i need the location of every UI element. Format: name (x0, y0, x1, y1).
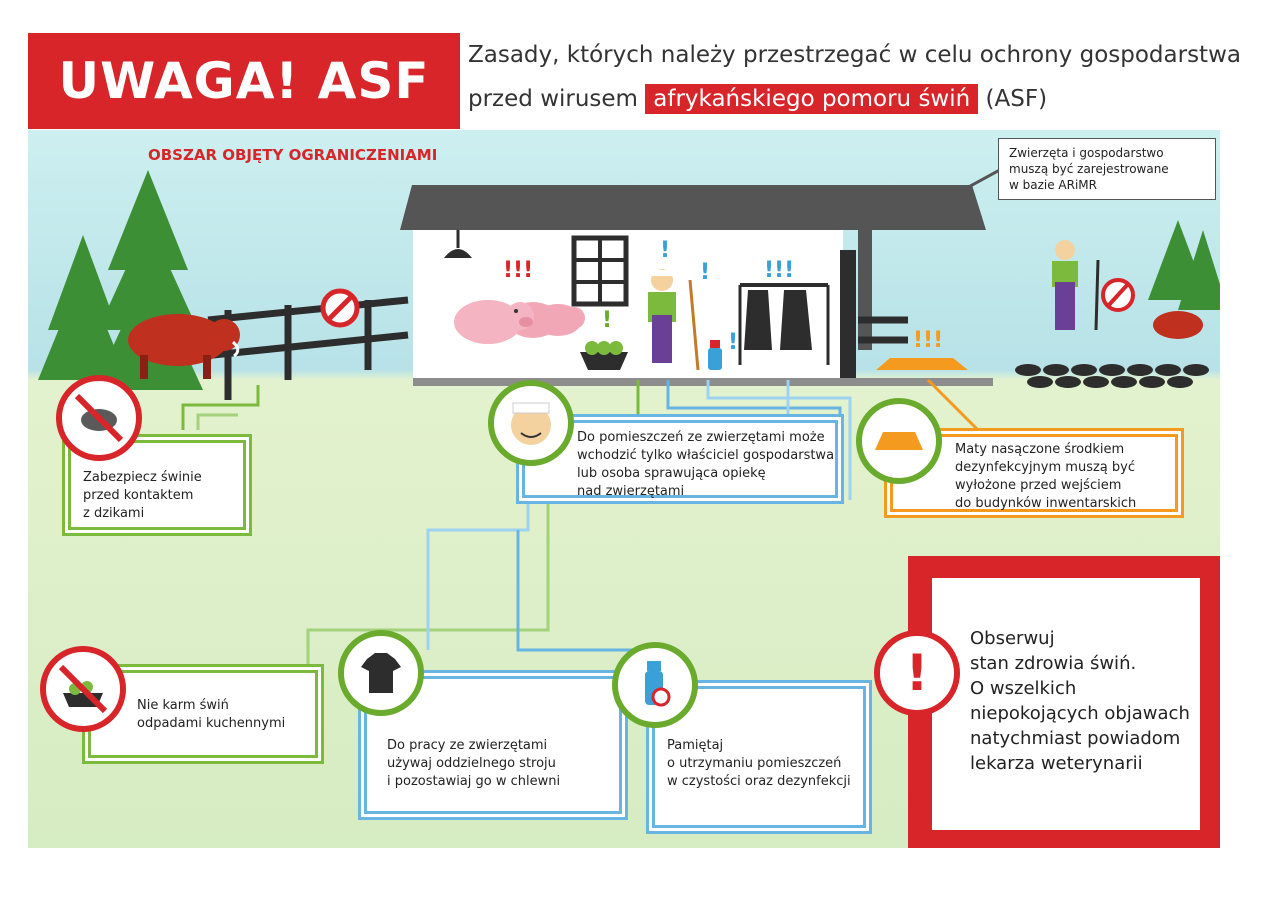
no-kitchen-waste-icon (40, 646, 126, 732)
rule-text: Do pracy ze zwierzętami (387, 738, 548, 753)
rule-observe (932, 578, 1200, 830)
warning-icon (874, 630, 960, 716)
rule-text: Pamiętaj (667, 738, 724, 753)
rule-text: natychmiast powiadom (970, 728, 1181, 749)
rule-text: niepokojących objawach (970, 703, 1190, 724)
registration-note (998, 138, 1216, 200)
alert-marks-mat: !!! (913, 328, 944, 353)
disinfection-mat-icon (876, 358, 968, 370)
note-line: muszą być zarejestrowane (1009, 162, 1169, 176)
cleaning-icon (612, 642, 698, 728)
exclamation-icon: ! (905, 644, 929, 702)
note-line: Zwierzęta i gospodarstwo (1009, 146, 1164, 160)
rule-text: lub osoba sprawująca opiekę (577, 466, 766, 481)
rule-text: wyłożone przed wejściem (955, 478, 1122, 493)
spray-icon (631, 657, 679, 713)
no-entry-sign-icon (323, 291, 357, 325)
rule-text: z dzikami (83, 506, 145, 521)
tshirt-icon (357, 649, 405, 697)
subtitle-line-2 (468, 86, 1047, 112)
subtitle-prefix: przed wirusem (468, 86, 638, 112)
rule-text: Obserwuj (970, 628, 1055, 649)
infographic-scene (28, 130, 1220, 848)
feed-bowl-icon (580, 341, 628, 370)
rule-text: wchodzić tylko właściciel gospodarstwa (577, 448, 835, 463)
rule-text: dezynfekcyjnym muszą być (955, 460, 1135, 475)
rule-text: do budynków inwentarskich (955, 496, 1137, 511)
page-title: UWAGA! ASF (58, 52, 430, 110)
subtitle-highlight: afrykańskiego pomoru świń (645, 84, 978, 114)
spray-bottle-icon (708, 340, 722, 370)
restricted-zone-label: OBSZAR OBJĘTY OGRANICZENIAMI (148, 146, 438, 164)
alert-mark-window: ! (660, 238, 671, 263)
boar-crossed-icon (69, 388, 129, 448)
farmer-face-icon (488, 380, 574, 466)
rule-text: Nie karm świń (137, 698, 229, 713)
rule-text: nad zwierzętami (577, 484, 685, 499)
alert-mark-feed: ! (602, 308, 613, 333)
face-icon (503, 395, 559, 451)
rule-text: stan zdrowia świń. (970, 653, 1137, 674)
shirt-icon (338, 630, 424, 716)
no-wild-boar-icon (56, 375, 142, 461)
rule-text: odpadami kuchennymi (137, 716, 286, 731)
alert-mark-farmer: ! (700, 260, 711, 285)
rule-text: lekarza weterynarii (970, 753, 1143, 774)
note-line: w bazie ARiMR (1009, 178, 1098, 192)
alert-marks-clothes: !!! (764, 258, 795, 283)
rule-text: o utrzymaniu pomieszczeń (667, 756, 842, 771)
rule-text: w czystości oraz dezynfekcji (667, 774, 851, 789)
rule-text: przed kontaktem (83, 488, 194, 503)
rule-text: Maty nasączone środkiem (955, 442, 1125, 457)
orange-mat-icon (871, 426, 927, 456)
alert-mark-spray: ! (728, 330, 739, 355)
rule-text: i pozostawiaj go w chlewni (387, 774, 561, 789)
bowl-crossed-icon (53, 659, 113, 719)
subtitle-line-1: Zasady, których należy przestrzegać w celu ochrony gospodarstwa (468, 42, 1241, 68)
right-farmer-icon (1052, 240, 1098, 330)
alert-marks-pigs: !!! (503, 258, 534, 283)
rule-text: O wszelkich (970, 678, 1077, 699)
rule-text: używaj oddzielnego stroju (387, 756, 556, 771)
mat-icon (856, 398, 942, 484)
rule-text: Zabezpiecz świnie (83, 470, 202, 485)
subtitle-suffix: (ASF) (985, 86, 1048, 112)
rule-text: Do pomieszczeń ze zwierzętami może (577, 430, 825, 445)
